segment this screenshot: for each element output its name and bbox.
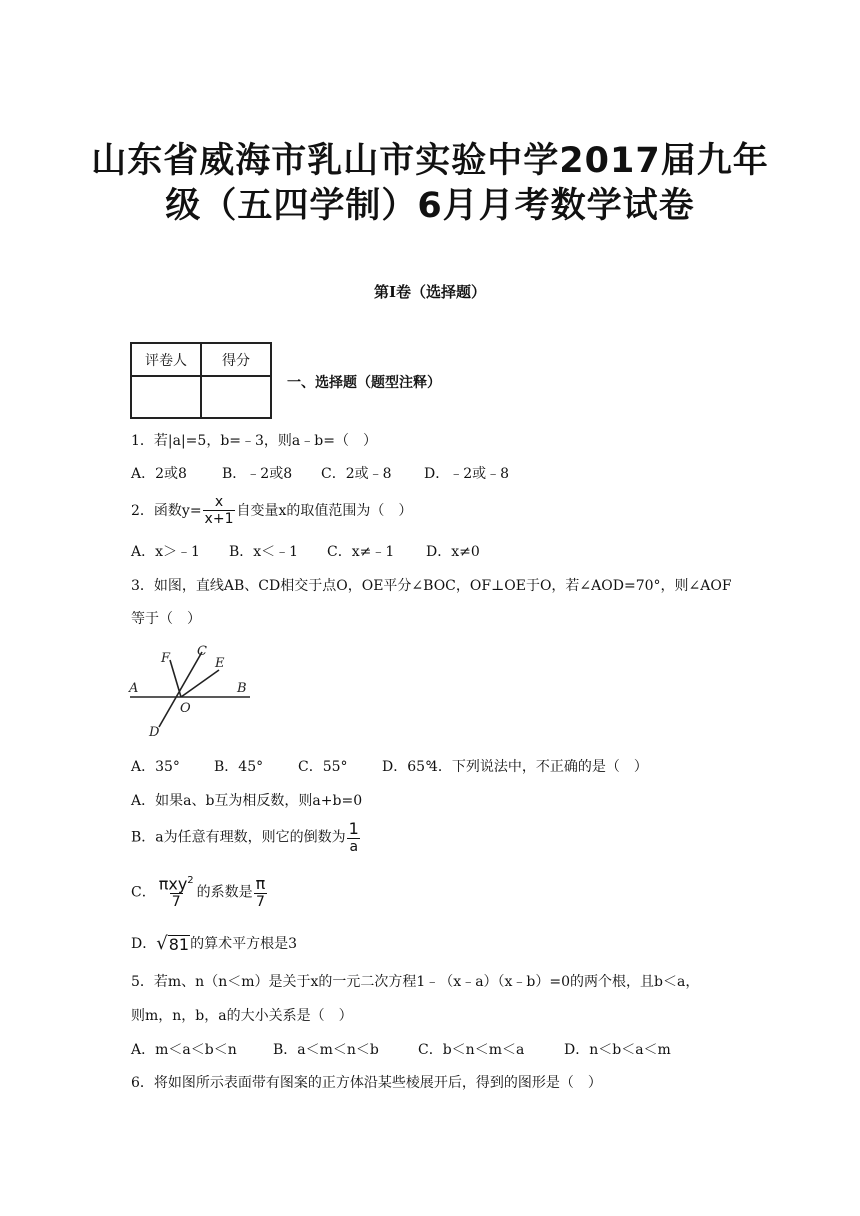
label-o: O	[180, 701, 191, 716]
q5-stem-line-2: 则m，n，b，a的大小关系是（ ）	[131, 1008, 353, 1024]
score-table	[130, 342, 272, 419]
q2-fraction	[203, 495, 236, 527]
q4-option-b	[131, 820, 362, 855]
q4-option-d-radicand: 81	[168, 934, 190, 954]
q4-option-c	[131, 875, 268, 910]
q4-option-c-monomial: πxy	[158, 874, 188, 894]
part-heading: 第Ⅰ卷（选择题）	[373, 283, 487, 301]
ray-of	[170, 660, 181, 697]
title-line-2: 级（五四学制）6月月考数学试卷	[165, 186, 695, 226]
q2-option-d: D．x≠0	[426, 544, 480, 560]
q3-option-c: C．55°	[298, 759, 348, 775]
score-table-score-header: 得分	[201, 343, 271, 376]
q2-options	[131, 541, 480, 561]
q3-options-and-q4-stem	[131, 756, 648, 776]
q4-option-c-exponent: 2	[187, 875, 194, 886]
q5-option-b: B．a＜m＜n＜b	[273, 1042, 379, 1058]
q1-options	[131, 463, 509, 483]
q5-options	[131, 1039, 671, 1059]
q3-stem-line-1: 3．如图，直线AB、CD相交于点O，OE平分∠BOC，OF⊥OE于O，若∠AOD=70°，则∠AOF	[131, 578, 732, 594]
q4-option-b-numerator: 1	[348, 819, 359, 838]
q5-stem-line-1: 5．若m、n（n＜m）是关于x的一元二次方程1﹣（x﹣a）（x﹣b）=0的两个根，且b＜a，	[131, 974, 700, 990]
q3-stem-line-2: 等于（ ）	[131, 611, 201, 627]
sqrt-icon: √	[156, 933, 168, 955]
q6-stem: 6．将如图所示表面带有图案的正方体沿某些棱展开后，得到的图形是（ ）	[131, 1075, 602, 1091]
q3-option-a: A．35°	[131, 759, 180, 775]
q1-option-b: B．﹣2或8	[222, 466, 293, 482]
ray-oe	[181, 670, 219, 697]
q4-option-d	[131, 933, 297, 953]
label-d: D	[149, 725, 160, 740]
title-line-1: 山东省威海市乳山市实验中学2017届九年	[91, 141, 769, 181]
q1-option-a: A．2或8	[131, 466, 187, 482]
q3-angle-figure	[126, 640, 256, 740]
score-table-grader-cell	[131, 376, 201, 418]
q4-option-d-text: 的算术平方根是3	[190, 936, 297, 952]
q2-fraction-denominator: x+1	[204, 511, 234, 528]
q4-option-c-label: C．	[131, 884, 156, 901]
q2-option-a: A．x＞﹣1	[131, 544, 200, 560]
score-table-score-cell	[201, 376, 271, 418]
q5-option-d: D．n＜b＜a＜m	[564, 1042, 671, 1058]
q2-stem	[131, 495, 412, 527]
q5-option-a: A．m＜a＜b＜n	[131, 1042, 237, 1058]
q4-option-d-sqrt	[156, 935, 190, 954]
q2-stem-pre: 2．函数y=	[131, 503, 202, 520]
label-c: C	[197, 644, 207, 659]
q2-option-b: B．x＜﹣1	[229, 544, 299, 560]
q4-option-b-fraction	[347, 820, 361, 855]
q1-option-c: C．2或﹣8	[321, 466, 392, 482]
q4-option-c-fraction-2	[254, 875, 268, 910]
label-b: B	[237, 681, 247, 696]
q4-option-b-denominator: a	[349, 838, 359, 855]
q4-option-c-denominator-1: 7	[171, 893, 181, 910]
q4-option-d-label: D．	[131, 936, 157, 952]
q4-option-b-text: B．a为任意有理数，则它的倒数为	[131, 829, 346, 846]
q3-option-d: D．65°	[382, 759, 433, 775]
q5-option-c: C．b＜n＜m＜a	[418, 1042, 525, 1058]
q4-option-c-denominator-2: 7	[256, 893, 265, 910]
q4-option-a: A．如果a、b互为相反数，则a+b=0	[131, 793, 363, 809]
q4-option-c-fraction-1	[157, 875, 196, 910]
score-table-grader-header: 评卷人	[131, 343, 201, 376]
q2-fraction-numerator: x	[214, 494, 224, 510]
q4-stem: 4．下列说法中，不正确的是（ ）	[429, 759, 648, 775]
q4-option-c-mid: 的系数是	[196, 884, 253, 901]
label-a: A	[129, 681, 139, 696]
q1-stem: 1．若|a|=5，b=﹣3，则a﹣b=（ ）	[131, 433, 377, 449]
q4-option-c-numerator-2: π	[255, 874, 266, 894]
q4-option-c-numerator-1	[157, 875, 196, 893]
q1-option-d: D．﹣2或﹣8	[424, 466, 510, 482]
label-f: F	[161, 651, 171, 666]
section-heading: 一、选择题（题型注释）	[287, 375, 441, 391]
q3-option-b: B．45°	[214, 759, 264, 775]
q2-option-c: C．x≠﹣1	[327, 544, 395, 560]
q2-stem-post: 自变量x的取值范围为（ ）	[236, 503, 413, 520]
label-e: E	[215, 656, 225, 671]
